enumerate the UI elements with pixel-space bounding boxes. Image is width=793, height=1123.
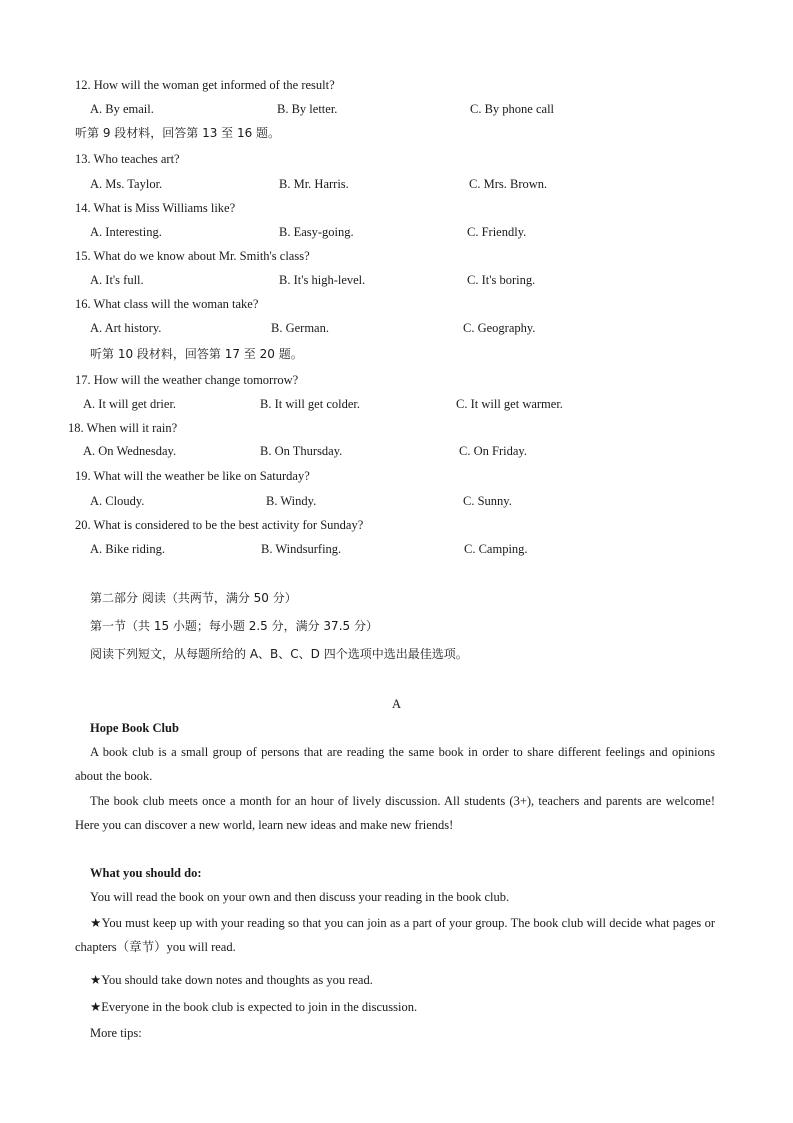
option-18-b: B. On Thursday. bbox=[260, 444, 343, 458]
option-17-b: B. It will get colder. bbox=[260, 397, 360, 411]
option-16-c: C. Geography. bbox=[463, 321, 536, 335]
question-20: 20. What is considered to be the best activity for Sunday? bbox=[75, 518, 364, 532]
option-15-c: C. It's boring. bbox=[467, 273, 536, 287]
option-14-b: B. Easy-going. bbox=[279, 225, 354, 239]
option-14-a: A. Interesting. bbox=[90, 225, 162, 239]
option-19-c: C. Sunny. bbox=[463, 494, 512, 508]
paragraph-2 bbox=[75, 789, 715, 837]
option-17-a: A. It will get drier. bbox=[83, 397, 177, 411]
bullet-2: ★You should take down notes and thoughts as you read. bbox=[90, 973, 373, 987]
option-18-c: C. On Friday. bbox=[459, 444, 527, 458]
question-19: 19. What will the weather be like on Saturday? bbox=[75, 469, 310, 483]
option-16-a: A. Art history. bbox=[90, 321, 162, 335]
paragraph-1 bbox=[75, 740, 715, 788]
question-15: 15. What do we know about Mr. Smith's class? bbox=[75, 249, 310, 263]
option-20-a: A. Bike riding. bbox=[90, 542, 165, 556]
instruction-section-10: 听第 10 段材料，回答第 17 至 20 题。 bbox=[90, 347, 303, 361]
section1-instruction: 阅读下列短文，从每题所给的 A、B、C、D 四个选项中选出最佳选项。 bbox=[90, 647, 468, 661]
option-19-b: B. Windy. bbox=[266, 494, 317, 508]
option-12-a: A. By email. bbox=[90, 102, 154, 116]
option-20-b: B. Windsurfing. bbox=[261, 542, 342, 556]
question-16: 16. What class will the woman take? bbox=[75, 297, 259, 311]
option-12-c: C. By phone call bbox=[470, 102, 555, 116]
option-16-b: B. German. bbox=[271, 321, 329, 335]
club-title: Hope Book Club bbox=[90, 721, 179, 735]
bullet-1 bbox=[75, 911, 715, 959]
option-17-c: C. It will get warmer. bbox=[456, 397, 563, 411]
should-do-intro: You will read the book on your own and then discuss your reading in the book club. bbox=[90, 890, 510, 904]
option-13-a: A. Ms. Taylor. bbox=[90, 177, 163, 191]
bullet-3: ★Everyone in the book club is expected to join in the discussion. bbox=[90, 1000, 418, 1014]
more-tips: More tips: bbox=[90, 1026, 142, 1040]
option-20-c: C. Camping. bbox=[464, 542, 528, 556]
option-19-a: A. Cloudy. bbox=[90, 494, 145, 508]
option-14-c: C. Friendly. bbox=[467, 225, 527, 239]
option-13-b: B. Mr. Harris. bbox=[279, 177, 349, 191]
question-18: 18. When will it rain? bbox=[68, 421, 178, 435]
passage-label: A bbox=[391, 697, 402, 711]
paragraph-1-text: A book club is a small group of persons that are reading the same book in order to share different feelings and opinions about the book. bbox=[75, 745, 715, 783]
bullet-1-text: ★You must keep up with your reading so that you can join as a part of your group. The book club will decide what pages or chapters（章节）you will read. bbox=[75, 916, 715, 954]
should-do-title: What you should do: bbox=[90, 866, 202, 880]
option-15-a: A. It's full. bbox=[90, 273, 144, 287]
section1-title: 第一节（共 15 小题；每小题 2.5 分，满分 37.5 分） bbox=[90, 619, 378, 633]
question-17: 17. How will the weather change tomorrow? bbox=[75, 373, 299, 387]
option-13-c: C. Mrs. Brown. bbox=[469, 177, 548, 191]
option-18-a: A. On Wednesday. bbox=[83, 444, 177, 458]
option-15-b: B. It's high-level. bbox=[279, 273, 366, 287]
question-13: 13. Who teaches art? bbox=[75, 152, 180, 166]
question-12: 12. How will the woman get informed of the result? bbox=[75, 78, 335, 92]
instruction-section-9: 听第 9 段材料，回答第 13 至 16 题。 bbox=[75, 126, 281, 140]
question-14: 14. What is Miss Williams like? bbox=[75, 201, 236, 215]
option-12-b: B. By letter. bbox=[277, 102, 338, 116]
paragraph-2-text: The book club meets once a month for an hour of lively discussion. All students (3+), teachers and parents are welcome! Here you can discover a new world, learn new ideas and make new friends! bbox=[75, 794, 715, 832]
part2-title: 第二部分 阅读（共两节，满分 50 分） bbox=[90, 591, 297, 605]
